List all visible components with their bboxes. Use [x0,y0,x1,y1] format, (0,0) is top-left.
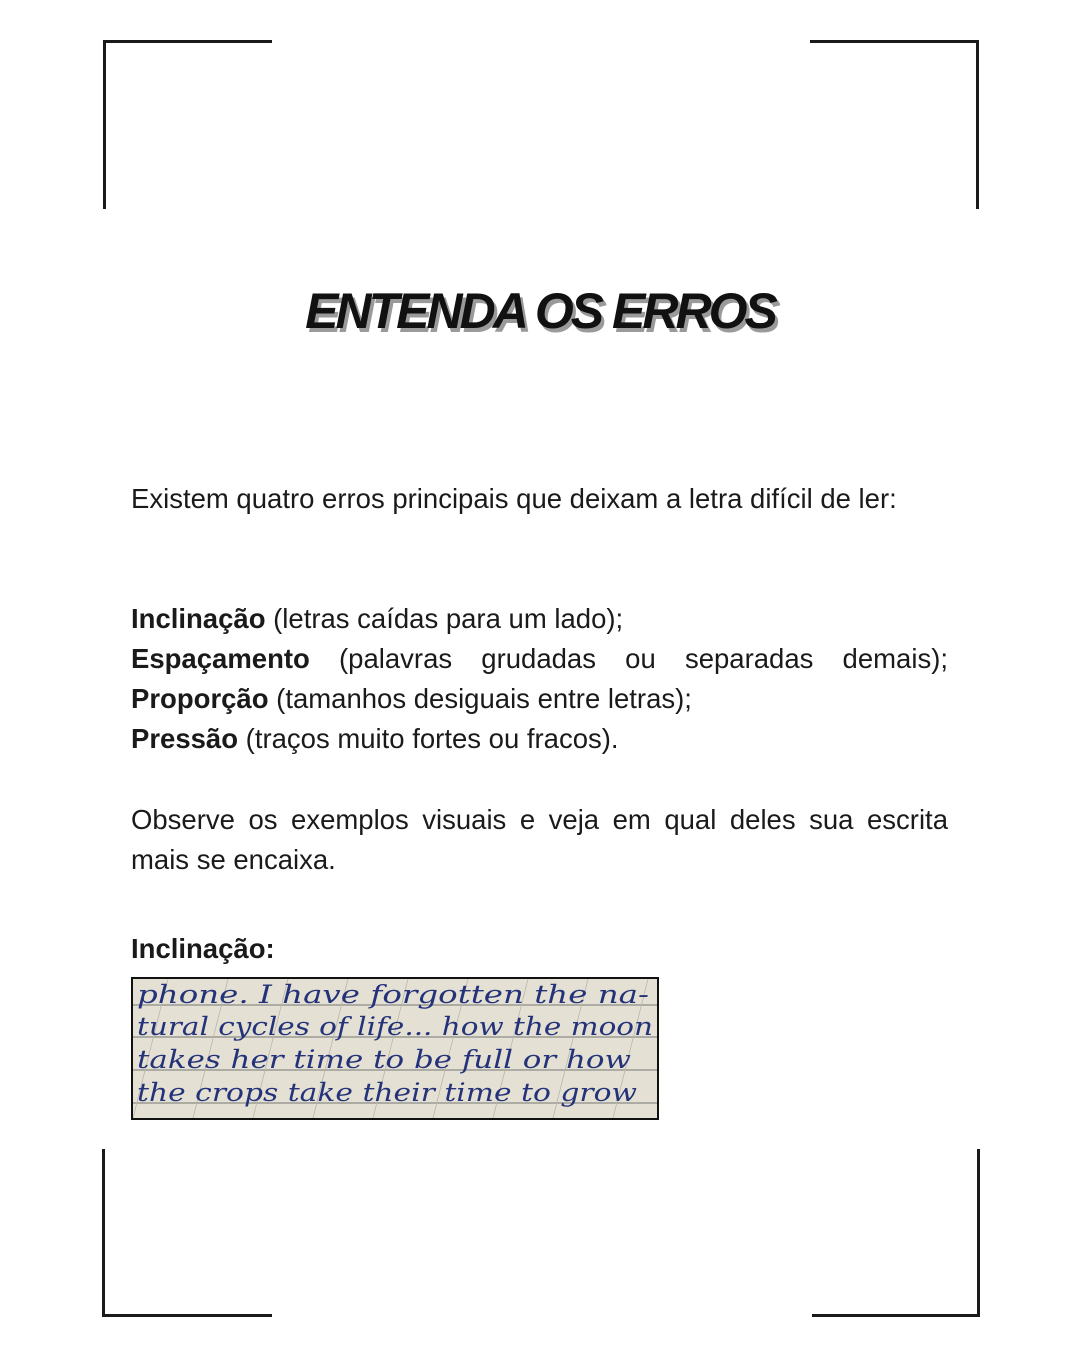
handwriting-line: the crops take their time to grow [137,1078,637,1107]
error-list [131,599,948,759]
intro-paragraph: Existem quatro erros principais que deixam a letra difícil de ler: [131,483,897,514]
list-item [131,679,948,719]
handwriting-line: takes her time to be full or how [137,1045,631,1074]
observe-paragraph: Observe os exemplos visuais e veja em qual deles sua escrita mais se encaixa. [131,804,948,875]
error-description: (traços muito fortes ou fracos). [238,723,619,754]
list-item [131,639,948,679]
handwriting-line: phone. I have forgotten the na- [137,980,649,1009]
handwriting-sample-image [131,977,659,1120]
corner-frame-top-left [103,40,272,209]
handwriting-sample-svg [133,979,657,1118]
corner-frame-bottom-right [812,1149,980,1317]
corner-frame-top-right [810,40,979,209]
page-title: ENTENDA OS ERROS [305,283,775,339]
error-term: Espaçamento [131,643,310,674]
error-description: (tamanhos desiguais entre letras); [268,683,692,714]
section-label-inclinacao: Inclinação: [131,933,275,964]
error-term: Inclinação [131,603,266,634]
list-item [131,599,948,639]
handwriting-line: tural cycles of life... how the moon [137,1012,653,1041]
error-description: (letras caídas para um lado); [265,603,624,634]
error-term: Pressão [131,723,239,754]
error-term: Proporção [131,683,269,714]
corner-frame-bottom-left [102,1149,272,1317]
list-item [131,719,948,759]
error-description: (palavras grudadas ou separadas demais); [309,643,948,674]
